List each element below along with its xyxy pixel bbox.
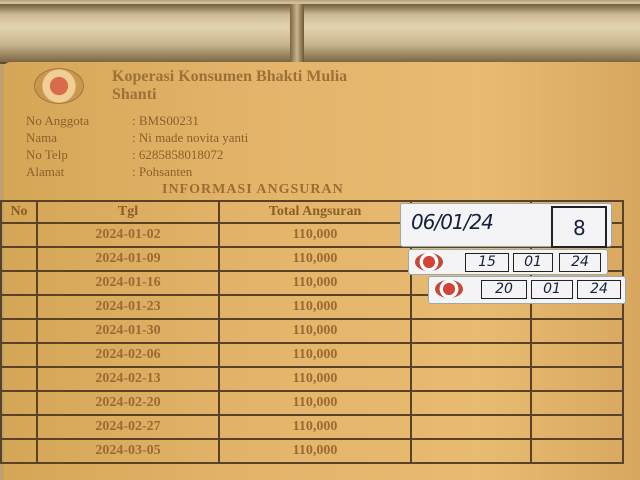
org-name-line1: Koperasi Konsumen Bhakti Mulia — [112, 68, 348, 85]
member-row-number — [26, 113, 248, 130]
member-value: : BMS00231 — [132, 113, 199, 128]
header-date: Tgl — [37, 201, 219, 223]
no-cell — [1, 415, 37, 439]
total-cell: 110,000 — [219, 391, 411, 415]
payment-stamp-1 — [400, 203, 612, 247]
total-cell: 110,000 — [219, 295, 411, 319]
total-cell: 110,000 — [219, 415, 411, 439]
sign-cell — [411, 439, 531, 463]
payment-stamp-3 — [428, 276, 626, 304]
table-row — [1, 367, 623, 391]
no-cell — [1, 343, 37, 367]
member-info — [26, 113, 248, 181]
member-label: Alamat — [26, 164, 65, 179]
no-cell — [1, 223, 37, 247]
stamp-date: 06/01/24 — [411, 210, 493, 234]
stamp-year: 24 — [577, 280, 621, 299]
date-cell: 2024-02-13 — [37, 367, 219, 391]
stamp-month: 01 — [531, 280, 573, 299]
bamboo-pole — [0, 4, 640, 64]
table-row — [1, 439, 623, 463]
table-row — [1, 391, 623, 415]
extra-cell — [531, 343, 623, 367]
total-cell: 110,000 — [219, 271, 411, 295]
sign-cell — [411, 391, 531, 415]
table-row — [1, 415, 623, 439]
extra-cell — [531, 391, 623, 415]
header-no: No — [1, 201, 37, 223]
total-cell: 110,000 — [219, 319, 411, 343]
no-cell — [1, 367, 37, 391]
sign-cell — [411, 319, 531, 343]
org-name-line2: Shanti — [112, 86, 157, 103]
payment-stamp-2 — [408, 249, 608, 275]
total-cell: 110,000 — [219, 439, 411, 463]
header-total: Total Angsuran — [219, 201, 411, 223]
no-cell — [1, 295, 37, 319]
extra-cell — [531, 415, 623, 439]
date-cell: 2024-02-20 — [37, 391, 219, 415]
member-label: No Anggota — [26, 113, 90, 128]
date-cell: 2024-01-09 — [37, 247, 219, 271]
table-row — [1, 343, 623, 367]
stamp-year: 24 — [559, 253, 601, 272]
member-row-phone — [26, 147, 248, 164]
total-cell: 110,000 — [219, 247, 411, 271]
no-cell — [1, 391, 37, 415]
total-cell: 110,000 — [219, 367, 411, 391]
stamp-month: 01 — [513, 253, 553, 272]
date-cell: 2024-01-02 — [37, 223, 219, 247]
stamp-day: 15 — [465, 253, 509, 272]
date-cell: 2024-01-23 — [37, 295, 219, 319]
no-cell — [1, 319, 37, 343]
date-cell: 2024-01-16 — [37, 271, 219, 295]
stamp-logo-icon — [415, 253, 443, 271]
total-cell: 110,000 — [219, 343, 411, 367]
member-row-name — [26, 130, 248, 147]
member-value: : Ni made novita yanti — [132, 130, 249, 145]
no-cell — [1, 271, 37, 295]
table-row — [1, 319, 623, 343]
card-title — [112, 68, 552, 104]
stamp-logo-icon — [435, 280, 463, 298]
member-value: : Pohsanten — [132, 164, 193, 179]
sign-cell — [411, 367, 531, 391]
bamboo-node — [290, 4, 304, 62]
date-cell: 2024-02-27 — [37, 415, 219, 439]
stamp-signature-box — [551, 206, 607, 248]
total-cell: 110,000 — [219, 223, 411, 247]
sign-cell — [411, 415, 531, 439]
extra-cell — [531, 439, 623, 463]
extra-cell — [531, 319, 623, 343]
date-cell: 2024-01-30 — [37, 319, 219, 343]
no-cell — [1, 439, 37, 463]
date-cell: 2024-02-06 — [37, 343, 219, 367]
extra-cell — [531, 367, 623, 391]
member-row-address — [26, 164, 248, 181]
member-label: No Telp — [26, 147, 68, 162]
cooperative-logo-icon — [34, 68, 84, 104]
member-label: Nama — [26, 130, 58, 145]
stamp-day: 20 — [481, 280, 527, 299]
section-title: INFORMASI ANGSURAN — [162, 182, 344, 197]
stamp-mark: 8 — [573, 216, 586, 240]
date-cell: 2024-03-05 — [37, 439, 219, 463]
member-value: : 6285858018072 — [132, 147, 224, 162]
sign-cell — [411, 343, 531, 367]
no-cell — [1, 247, 37, 271]
